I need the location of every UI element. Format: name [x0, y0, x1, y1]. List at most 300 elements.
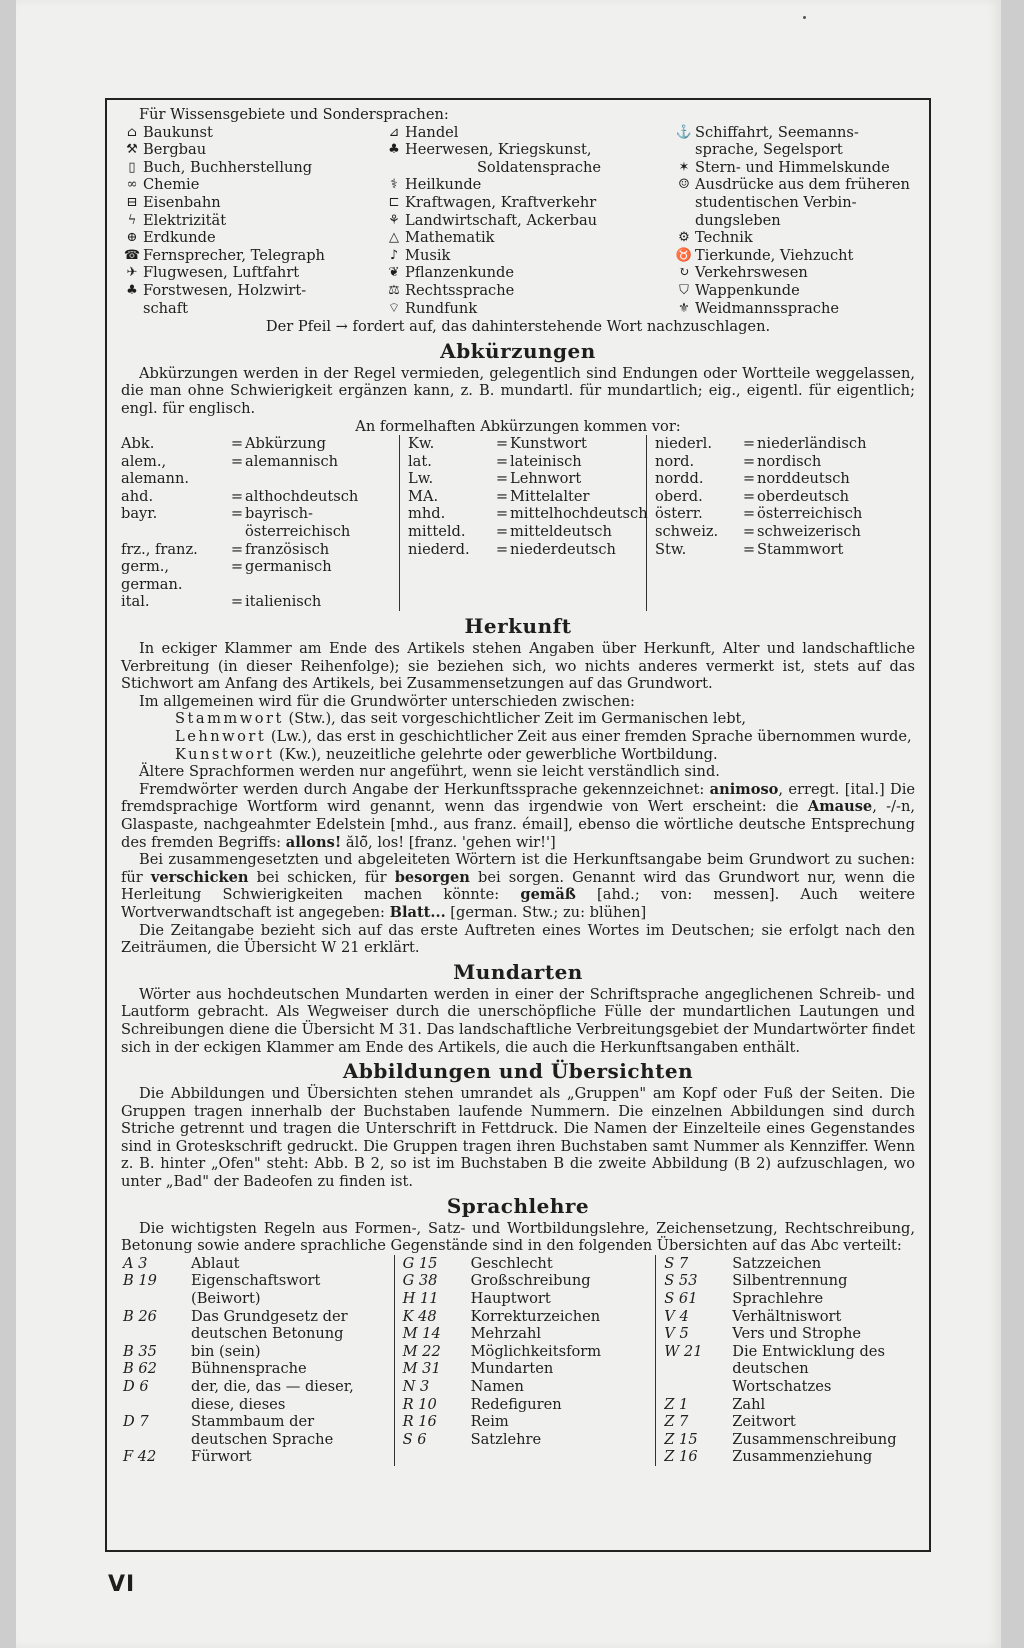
overview-code: A 3	[123, 1254, 148, 1272]
overview-row	[401, 1325, 652, 1343]
abk-formula-heading: An formelhaften Abkürzungen kommen vor:	[355, 417, 681, 435]
abbreviation-key: österr.	[655, 505, 703, 523]
legend-item-label: Forstwesen, Holzwirt-	[143, 281, 307, 299]
legend-title: Für Wissensgebiete und Sondersprachen:	[139, 106, 449, 123]
legend-item-label: Ausdrücke aus dem früheren	[695, 176, 910, 194]
abbreviation-value: Kunstwort	[510, 435, 587, 453]
overview-row	[121, 1308, 390, 1343]
overview-title: der, die, das — dieser, diese, dieses	[191, 1378, 354, 1413]
legend-item-label: Heerwesen, Kriegskunst,	[405, 141, 592, 159]
tree-icon: ♣	[126, 282, 138, 298]
legend-item-label: Buch, Buchherstellung	[143, 158, 313, 176]
p4-bold: animoso	[709, 780, 779, 798]
legend-item-label: sprache, Segelsport	[695, 141, 843, 159]
abbreviation-value: niederdeutsch	[510, 540, 616, 558]
legend-item-label: Landwirtschaft, Ackerbau	[405, 211, 598, 229]
legend-item	[121, 176, 383, 194]
overview-code: Z 15	[664, 1430, 698, 1448]
abbreviation-value: Mittelalter	[510, 487, 590, 505]
overview-column-3	[656, 1255, 915, 1466]
p4-text: ălō̃, los! [franz. 'gehen wir!']	[341, 833, 556, 851]
legend-item-label: Verkehrswesen	[695, 264, 808, 282]
overview-row	[401, 1272, 652, 1290]
equals-sign: =	[495, 505, 509, 523]
legend-item	[121, 124, 383, 142]
legend-item	[673, 282, 923, 300]
legend-item	[121, 300, 383, 318]
legend-item	[673, 247, 923, 265]
equals-sign: =	[495, 487, 509, 505]
equals-sign: =	[742, 470, 756, 488]
legend-item	[121, 141, 383, 159]
spaced-term: Kunstwort	[175, 745, 275, 763]
legend-column-2	[383, 124, 673, 318]
legend-item-label: Bergbau	[143, 141, 207, 159]
equals-sign: =	[495, 523, 509, 541]
p4-text: , -/-n, Glaspaste, nachgeahmter Edelstein [mhd., aus franz. émail], ebenso die wörtliche deutsche Entsprechung des fremden Begriffs:	[121, 798, 915, 851]
traffic-icon: ↻	[678, 265, 690, 281]
overview-title: Hauptwort	[470, 1290, 551, 1308]
legend-item-label: Elektrizität	[143, 211, 227, 229]
overview-title: Reim	[470, 1413, 509, 1431]
abbreviation-key: mhd.	[408, 505, 446, 523]
legend-item-label: Flugwesen, Luftfahrt	[143, 264, 300, 282]
overview-title: Sprachlehre	[732, 1290, 824, 1308]
overview-title: Zusammenziehung	[732, 1448, 873, 1466]
overview-row	[662, 1290, 911, 1308]
abbreviation-key: niederl.	[655, 435, 712, 453]
legend-spacer	[121, 300, 143, 318]
spaced-term: Lehnwort	[175, 728, 267, 745]
overview-code: M 14	[402, 1325, 441, 1343]
military-icon: ♣	[388, 142, 400, 158]
scales-icon: ⚖	[388, 282, 400, 298]
abbreviation-row	[408, 453, 640, 471]
plow-icon: ⚘	[388, 212, 400, 228]
legend-item	[121, 194, 383, 212]
abbreviation-value: mittelhochdeutsch	[510, 505, 648, 523]
overview-row	[401, 1396, 652, 1414]
heading-mundarten: Mundarten	[453, 959, 583, 984]
overview-title: Zeitwort	[732, 1413, 796, 1431]
legend-item	[383, 212, 673, 230]
abbreviation-value: althochdeutsch	[245, 487, 359, 505]
legend-item	[673, 124, 923, 142]
legend-item-label: Fernsprecher, Telegraph	[143, 246, 325, 264]
overview-code: G 38	[402, 1272, 438, 1290]
p5-text: [german. Stw.; zu: blühen]	[445, 903, 647, 921]
legend-item-label: Rechtssprache	[405, 281, 515, 299]
abbreviation-row	[121, 453, 393, 488]
abbildungen-paragraph: Die Abbildungen und Übersichten stehen umrandet als „Gruppen" am Kopf oder Fuß der Seiten. Die Gruppen tragen innerhalb der Buchstaben laufende Nummern. Die einzelnen Abbildungen sind durch Striche getrennt und tragen die Unterschrift in Fettdruck. Die Namen der Einzelteile eines Gegenstandes sind in Groteskschrift gedruckt. Die Gruppen tragen ihren Buchstaben samt Nummer als Kennziffer. Wenn z. B. hinter „Ofen" steht: Abb. B 2, so ist im Buchstaben B die zweite Abbildung (B 2) aufzuschlagen, wo unter „Bad" der Badeofen zu finden ist.	[121, 1085, 915, 1191]
heading-abkuerzungen: Abkürzungen	[440, 338, 596, 363]
abbreviation-key: Kw.	[408, 435, 435, 453]
p5-text: Bei zusammengesetzten und abgeleiteten Wörtern ist die Herkunftsangabe beim Grundwort zu suchen: für	[121, 851, 915, 886]
overview-code: B 19	[123, 1272, 157, 1290]
abbreviation-value: italienisch	[245, 593, 322, 611]
abbreviation-key: Stw.	[655, 540, 687, 558]
overview-row	[401, 1360, 652, 1378]
page-sheet	[16, 0, 1001, 1648]
abbreviation-key: nordd.	[655, 470, 704, 488]
abbreviation-key: bayr.	[121, 505, 158, 523]
legend-item	[121, 229, 383, 247]
overview-title: Stammbaum der deutschen Sprache	[191, 1413, 334, 1448]
legend-item	[121, 159, 383, 177]
legend-item	[673, 194, 923, 212]
lightning-icon: ϟ	[127, 212, 137, 228]
herkunft-p4	[121, 781, 915, 851]
hammers-icon: ⚒	[126, 142, 138, 158]
abbreviation-row	[121, 541, 393, 559]
abbreviation-key: mitteld.	[408, 523, 466, 541]
legend-item	[383, 300, 673, 318]
overview-row	[121, 1272, 390, 1307]
legend-item-label: Heilkunde	[405, 176, 482, 194]
overview-code: K 48	[402, 1307, 437, 1325]
herkunft-list-item	[175, 728, 915, 746]
legend-item-label: Erdkunde	[143, 229, 216, 247]
abbreviation-column-3	[647, 435, 911, 611]
abbreviation-key: alem., alemann.	[121, 452, 189, 488]
abbreviation-row	[655, 541, 905, 559]
p5-bold: Blatt...	[389, 903, 446, 921]
abbreviation-value: bayrisch-österreichisch	[245, 505, 351, 541]
equals-sign: =	[742, 452, 756, 470]
overview-row	[121, 1255, 390, 1273]
overview-code: N 3	[402, 1378, 430, 1395]
equals-sign: =	[230, 558, 244, 576]
abbreviation-row	[408, 470, 640, 488]
overview-title: Zusammenschreibung	[732, 1430, 897, 1448]
shield-icon: ⛉	[679, 282, 689, 298]
term-description: (Kw.), neuzeitliche gelehrte oder gewerbliche Wortbildung.	[274, 745, 718, 763]
hunting-icon: ⚜	[678, 300, 690, 316]
overview-title: Zahl	[732, 1395, 766, 1413]
radio-icon: ⌔	[387, 300, 401, 316]
p4-text: Fremdwörter werden durch Angabe der Herkunftssprache gekennzeichnet:	[139, 780, 710, 798]
overview-title: Fürwort	[191, 1448, 252, 1466]
legend-item	[383, 159, 673, 177]
abbreviation-row	[655, 453, 905, 471]
overview-row	[401, 1255, 652, 1273]
p5-bold: verschicken	[150, 868, 249, 886]
herkunft-p5	[121, 851, 915, 921]
legend-item	[121, 264, 383, 282]
overview-row	[662, 1325, 911, 1343]
abk-paragraph: Abkürzungen werden in der Regel vermieden, gelegentlich sind Endungen oder Wortteile weggelassen, die man ohne Schwierigkeit ergänzen kann, z. B. mundartl. für mundartlich; eig., eigentl. für eigentlich; engl. für englisch.	[121, 364, 915, 417]
overview-code: Z 7	[664, 1413, 689, 1431]
legend-item-label: Eisenbahn	[143, 193, 221, 211]
legend-item-label: Musik	[405, 246, 451, 264]
legend-item	[121, 247, 383, 265]
p5-text: bei sorgen. Genannt wird das Grundwort nur, wenn die Herleitung Schwierigkeiten machen könnte:	[121, 868, 915, 904]
overview-row	[121, 1343, 390, 1361]
overview-title: Mehrzahl	[470, 1325, 542, 1343]
legend-columns	[121, 124, 915, 318]
overview-code: V 5	[664, 1325, 689, 1343]
gear-icon: ⚙	[678, 230, 690, 246]
overview-code: B 26	[123, 1307, 157, 1325]
overview-title: Eigenschaftswort (Beiwort)	[191, 1272, 321, 1308]
abbreviation-value: Stammwort	[757, 540, 844, 558]
overview-code: H 11	[402, 1290, 439, 1308]
legend-item-label: Technik	[695, 229, 753, 247]
herkunft-p3: Ältere Sprachformen werden nur angeführt, wenn sie leicht verständlich sind.	[139, 763, 720, 781]
legend-item	[673, 212, 923, 230]
legend-item-label: Soldatensprache	[476, 158, 602, 176]
herkunft-p2: Im allgemeinen wird für die Grundwörter unterschieden zwischen:	[139, 692, 635, 710]
overview-row	[121, 1378, 390, 1413]
p4-text: , erregt. [ital.] Die fremdsprachige Wortform wird genannt, wenn das irgendwie von Wert erscheint: die	[121, 780, 915, 816]
abbreviation-value: niederländisch	[757, 435, 867, 453]
legend-item	[383, 247, 673, 265]
overview-row	[401, 1308, 652, 1326]
overview-title: bin (sein)	[191, 1342, 261, 1360]
legend-item	[383, 124, 673, 142]
abbreviation-key: germ., german.	[121, 558, 183, 593]
heading-abbildungen: Abbildungen und Übersichten	[342, 1059, 694, 1084]
legend-item	[383, 282, 673, 300]
plant-icon: ❦	[388, 265, 400, 281]
train-icon: ⊟	[126, 194, 138, 210]
abbreviation-row	[121, 488, 393, 506]
legend-item	[383, 141, 673, 159]
trade-icon: ⊿	[388, 124, 400, 140]
overview-code: Z 1	[664, 1395, 689, 1413]
overview-code: S 61	[664, 1290, 698, 1308]
overview-title: Redefiguren	[470, 1395, 562, 1413]
abbreviation-key: Abk.	[121, 435, 155, 453]
abbreviation-row	[408, 523, 640, 541]
overview-row	[662, 1255, 911, 1273]
equals-sign: =	[230, 593, 244, 611]
abbreviation-value: französisch	[245, 540, 330, 558]
overview-title: Namen	[470, 1378, 524, 1395]
legend-item	[673, 264, 923, 282]
overview-column-1	[121, 1255, 395, 1466]
equals-sign: =	[230, 487, 244, 505]
p4-bold: allons!	[285, 833, 342, 851]
legend-spacer	[383, 159, 405, 177]
student-icon: ☺	[678, 177, 690, 193]
abbreviation-row	[121, 505, 393, 540]
abbreviation-table	[121, 435, 915, 611]
abbreviation-value: alemannisch	[245, 452, 339, 470]
legend-item-label: Rundfunk	[405, 299, 478, 317]
overview-title: Geschlecht	[470, 1254, 553, 1272]
legend-item-label: Tierkunde, Viehzucht	[695, 246, 854, 264]
overview-title: Satzzeichen	[732, 1254, 822, 1272]
abbreviation-key: schweiz.	[655, 523, 719, 541]
page-number: VI	[108, 1572, 136, 1597]
overview-row	[662, 1448, 911, 1466]
equals-sign: =	[495, 452, 509, 470]
overview-row	[121, 1448, 390, 1466]
legend-item	[121, 282, 383, 300]
overview-code: G 15	[402, 1254, 438, 1272]
legend-item	[383, 176, 673, 194]
abbreviation-value: germanisch	[245, 558, 332, 576]
equals-sign: =	[495, 470, 509, 488]
legend-item-label: Stern- und Himmelskunde	[695, 158, 890, 176]
legend-spacer	[673, 194, 695, 212]
overview-row	[662, 1308, 911, 1326]
abbreviation-row	[408, 541, 640, 559]
legend-item-label: dungsleben	[695, 211, 781, 229]
anchor-icon: ⚓	[675, 124, 693, 140]
overview-code: V 4	[664, 1307, 689, 1325]
equals-sign: =	[742, 435, 756, 453]
overview-row	[662, 1396, 911, 1414]
overview-title: Mundarten	[470, 1360, 554, 1378]
overview-code: S 7	[664, 1254, 689, 1272]
legend-spacer	[673, 212, 695, 230]
abbreviation-row	[121, 558, 393, 593]
overview-code: S 6	[402, 1430, 427, 1448]
legend-spacer	[673, 141, 695, 159]
overview-title: Verhältniswort	[732, 1307, 842, 1325]
legend-item	[383, 229, 673, 247]
overview-row	[662, 1343, 911, 1396]
equals-sign: =	[495, 435, 509, 453]
herkunft-list	[121, 710, 915, 763]
overview-row	[662, 1272, 911, 1290]
overview-code: W 21	[664, 1342, 703, 1360]
star-icon: ✶	[678, 159, 690, 175]
abbreviation-key: lat.	[408, 452, 432, 470]
legend-item-label: studentischen Verbin-	[695, 193, 857, 211]
airplane-icon: ✈	[126, 265, 138, 281]
overview-code: M 31	[402, 1360, 441, 1378]
legend-item	[673, 300, 923, 318]
legend-item	[383, 194, 673, 212]
overview-title: Vers und Strophe	[732, 1325, 862, 1343]
chemistry-icon: ∞	[126, 177, 138, 193]
abbreviation-key: frz., franz.	[121, 540, 198, 558]
abbreviation-value: mitteldeutsch	[510, 523, 612, 541]
abbreviation-key: nord.	[655, 452, 695, 470]
equals-sign: =	[495, 540, 509, 558]
overview-title: Korrekturzeichen	[470, 1307, 601, 1325]
herkunft-p1: In eckiger Klammer am Ende des Artikels stehen Angaben über Herkunft, Alter und landschaftliche Verbreitung (in dieser Reihenfolge); sie beziehen sich, wo nichts anderes vermerkt ist, stets auf das Stichwort am Anfang des Artikels, bei Zusammensetzungen auf das Grundwort.	[121, 640, 915, 693]
overview-row	[401, 1431, 652, 1449]
abbreviation-row	[121, 593, 393, 611]
abbreviation-value: norddeutsch	[757, 470, 850, 488]
overview-row	[662, 1413, 911, 1431]
overview-table	[121, 1255, 915, 1466]
abbreviation-row	[408, 505, 648, 523]
legend-column-1	[121, 124, 383, 318]
overview-code: B 62	[123, 1360, 157, 1378]
abbreviation-column-1	[121, 435, 400, 611]
abbreviation-key: oberd.	[655, 487, 703, 505]
overview-title: Bühnensprache	[191, 1360, 307, 1378]
medicine-icon: ⚕	[390, 177, 398, 193]
overview-row	[662, 1431, 911, 1449]
overview-code: Z 16	[664, 1448, 698, 1466]
abbreviation-row	[655, 505, 905, 523]
legend-item-label: Chemie	[143, 176, 200, 194]
house-icon: ⌂	[127, 124, 137, 140]
equals-sign: =	[742, 540, 756, 558]
overview-code: F 42	[123, 1448, 157, 1466]
overview-row	[401, 1343, 652, 1361]
herkunft-list-item	[175, 710, 915, 728]
equals-sign: =	[230, 452, 244, 470]
term-description: (Lw.), das erst in geschichtlicher Zeit aus einer fremden Sprache übernommen wurde,	[266, 728, 912, 745]
overview-title: Silbentrennung	[732, 1272, 848, 1290]
abbreviation-key: ahd.	[121, 487, 154, 505]
herkunft-list-item	[175, 746, 915, 764]
overview-code: D 6	[123, 1378, 149, 1395]
legend-item-label: Pflanzenkunde	[405, 264, 514, 282]
legend-item	[673, 141, 923, 159]
abbreviation-row	[408, 435, 640, 453]
legend-column-3	[673, 124, 923, 318]
legend-item-label: Weidmannssprache	[695, 299, 839, 317]
abbreviation-value: lateinisch	[510, 452, 582, 470]
p5-bold: gemäß	[520, 886, 576, 904]
sprachlehre-paragraph: Die wichtigsten Regeln aus Formen-, Satz- und Wortbildungslehre, Zeichensetzung, Rechtschreibung, Betonung sowie andere sprachliche Gegenstände sind in den folgenden Übersichten auf das Abc verteilt:	[121, 1219, 915, 1255]
abbreviation-value: Lehnwort	[510, 470, 582, 488]
equals-sign: =	[742, 487, 756, 505]
overview-title: Großschreibung	[470, 1272, 591, 1290]
legend-item	[383, 264, 673, 282]
p5-bold: besorgen	[394, 868, 470, 886]
abbreviation-row	[655, 488, 905, 506]
abbreviation-value: oberdeutsch	[757, 487, 850, 505]
spaced-term: Stammwort	[175, 710, 284, 728]
equals-sign: =	[742, 505, 756, 523]
triangle-icon: △	[389, 230, 399, 246]
legend-item-label: Kraftwagen, Kraftverkehr	[405, 193, 597, 211]
legend-item-label: Schiffahrt, Seemanns-	[695, 123, 859, 141]
abbreviation-row	[121, 435, 393, 453]
overview-code: S 53	[664, 1272, 698, 1290]
overview-row	[401, 1378, 652, 1396]
overview-title: Satzlehre	[470, 1430, 542, 1448]
overview-row	[401, 1290, 652, 1308]
content-frame	[105, 98, 931, 1552]
heading-herkunft: Herkunft	[464, 614, 572, 639]
abbreviation-value: Abkürzung	[245, 435, 326, 453]
legend-item-label: schaft	[143, 299, 189, 317]
overview-title: Ablaut	[191, 1254, 240, 1272]
legend-item	[673, 229, 923, 247]
mundarten-paragraph: Wörter aus hochdeutschen Mundarten werden in einer der Schriftsprache angeglichenen Schreib- und Lautform gebracht. Als Wegweiser durch die unerschöpfliche Fülle der mundartlichen Lautungen und Schreibungen diene die Übersicht M 31. Das landschaftliche Verbreitungsgebiet der Mundartwörter findet sich in der eckigen Klammer am Ende des Artikels, die auch die Herkunftsangaben enthält.	[121, 985, 915, 1056]
legend-item	[121, 212, 383, 230]
abbreviation-row	[655, 435, 905, 453]
legend-item	[673, 159, 923, 177]
overview-title: Möglichkeitsform	[470, 1342, 602, 1360]
animal-icon: ♉	[675, 247, 693, 263]
abbreviation-key: niederd.	[408, 540, 470, 558]
p4-bold: Amause	[807, 798, 873, 816]
abbreviation-value: nordisch	[757, 452, 822, 470]
overview-code: B 35	[123, 1342, 157, 1360]
equals-sign: =	[230, 435, 244, 453]
overview-row	[121, 1413, 390, 1448]
overview-title: Die Entwicklung des deutschen Wortschatzes	[732, 1342, 885, 1395]
equals-sign: =	[742, 523, 756, 541]
overview-title: Das Grundgesetz der deutschen Betonung	[191, 1307, 348, 1343]
overview-row	[401, 1413, 652, 1431]
abbreviation-row	[655, 470, 905, 488]
abbreviation-key: MA.	[408, 487, 439, 505]
overview-code: R 16	[402, 1413, 437, 1431]
overview-code: R 10	[402, 1395, 437, 1413]
